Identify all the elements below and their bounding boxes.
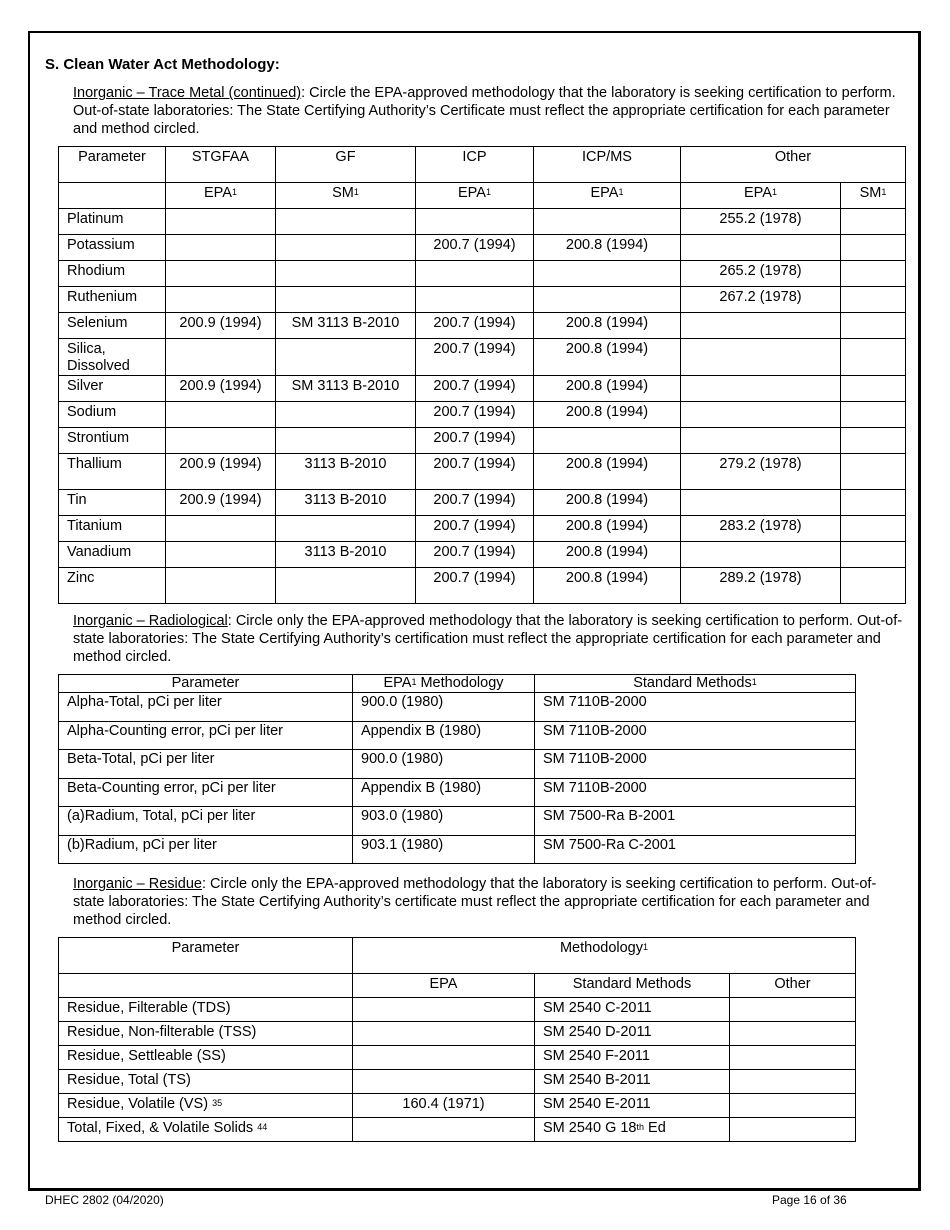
parameter-cell: Beta-Counting error, pCi per liter	[59, 778, 353, 807]
parameter-label: Residue, Settleable (SS)	[67, 1048, 226, 1064]
table-row	[59, 835, 856, 864]
method-cell	[416, 261, 534, 287]
parameter-label: Residue, Volatile (VS)	[67, 1096, 213, 1112]
parameter-cell	[59, 1022, 353, 1046]
table-row	[59, 402, 906, 428]
residue-table	[58, 937, 856, 1142]
method-cell: 200.9 (1994)	[166, 376, 276, 402]
superscript: 1	[751, 677, 757, 687]
superscript: 1	[771, 187, 777, 197]
radiological-table	[58, 674, 856, 864]
epa-method-cell: 160.4 (1971)	[353, 1094, 535, 1118]
sm-method-label: SM 2540 G 18	[543, 1120, 637, 1136]
sm-method-label: SM 2540 F-2011	[543, 1048, 650, 1064]
method-cell: SM 7500-Ra C-2001	[535, 835, 856, 864]
parameter-label: Residue, Filterable (TDS)	[67, 1000, 231, 1016]
other-method-cell	[730, 1046, 856, 1070]
column-header	[535, 675, 856, 693]
column-header	[353, 938, 856, 974]
parameter-cell: (a)Radium, Total, pCi per liter	[59, 807, 353, 836]
trace-metal-text: : Circle the EPA-approved methodology that the laboratory is seeking certification to perform. Out-of-state laboratories: The State Certifying Authority’s Certificate must reflect the appropriate certification for each parameter and method circled.	[73, 85, 896, 137]
epa-method-cell	[353, 998, 535, 1022]
superscript: 1	[411, 677, 417, 687]
subheader-label: SM	[859, 185, 882, 201]
parameter-cell: Strontium	[59, 428, 166, 454]
method-cell	[841, 261, 906, 287]
table-row	[59, 1022, 856, 1046]
method-cell: 265.2 (1978)	[681, 261, 841, 287]
method-cell	[166, 235, 276, 261]
parameter-cell	[59, 1118, 353, 1142]
table-row	[59, 778, 856, 807]
column-header: ICP/MS	[534, 147, 681, 183]
method-cell: Appendix B (1980)	[353, 721, 535, 750]
method-cell	[534, 209, 681, 235]
sm-method-cell	[535, 1094, 730, 1118]
column-subheader	[681, 183, 841, 209]
column-subheader	[59, 183, 166, 209]
method-cell	[841, 402, 906, 428]
parameter-cell: Silica, Dissolved	[59, 339, 166, 376]
method-cell	[841, 542, 906, 568]
method-cell: 289.2 (1978)	[681, 568, 841, 604]
method-cell	[841, 454, 906, 490]
sm-method-label: SM 2540 C-2011	[543, 1000, 652, 1016]
sm-method-cell	[535, 1070, 730, 1094]
table-row	[59, 454, 906, 490]
method-cell: 200.8 (1994)	[534, 339, 681, 376]
table-row	[59, 339, 906, 376]
method-cell	[276, 261, 416, 287]
method-cell: 267.2 (1978)	[681, 287, 841, 313]
table-subheader-row	[59, 183, 906, 209]
table-row	[59, 1070, 856, 1094]
column-subheader	[534, 183, 681, 209]
method-cell: SM 7500-Ra B-2001	[535, 807, 856, 836]
method-cell: 200.8 (1994)	[534, 542, 681, 568]
column-header: GF	[276, 147, 416, 183]
method-cell: 279.2 (1978)	[681, 454, 841, 490]
method-cell	[276, 428, 416, 454]
other-method-cell	[730, 1094, 856, 1118]
method-cell: 200.7 (1994)	[416, 402, 534, 428]
method-cell: 900.0 (1980)	[353, 693, 535, 722]
column-header: STGFAA	[166, 147, 276, 183]
residue-text: : Circle only the EPA-approved methodology that the laboratory is seeking certification to perform. Out-of-state laboratories: The State Certifying Authority’s certificate must reflect the appropriate certification for each parameter and method circled.	[73, 876, 877, 928]
method-cell	[166, 516, 276, 542]
parameter-cell: Thallium	[59, 454, 166, 490]
table-row	[59, 516, 906, 542]
column-header	[353, 675, 535, 693]
epa-method-cell	[353, 1118, 535, 1142]
column-subheader	[416, 183, 534, 209]
parameter-cell: Potassium	[59, 235, 166, 261]
table-row	[59, 807, 856, 836]
method-cell	[534, 287, 681, 313]
sm-method-cell	[535, 1046, 730, 1070]
parameter-cell: Ruthenium	[59, 287, 166, 313]
column-header: Parameter	[59, 147, 166, 183]
column-subheader	[166, 183, 276, 209]
other-method-cell	[730, 998, 856, 1022]
table-row	[59, 721, 856, 750]
superscript: 1	[485, 187, 491, 197]
method-cell	[166, 261, 276, 287]
method-cell: SM 7110B-2000	[535, 778, 856, 807]
method-cell: 200.8 (1994)	[534, 402, 681, 428]
epa-method-cell	[353, 1046, 535, 1070]
residue-heading: Inorganic – Residue	[73, 876, 202, 892]
table-header-row	[59, 938, 856, 974]
radiological-heading: Inorganic – Radiological	[73, 613, 228, 629]
column-subheader: Standard Methods	[535, 974, 730, 998]
table-row	[59, 313, 906, 339]
method-cell: SM 7110B-2000	[535, 721, 856, 750]
parameter-cell: Silver	[59, 376, 166, 402]
sm-method-cell	[535, 1022, 730, 1046]
method-cell	[681, 235, 841, 261]
subheader-label: EPA	[458, 185, 486, 201]
method-cell	[841, 235, 906, 261]
sm-method-label: SM 2540 B-2011	[543, 1072, 651, 1088]
table-row	[59, 287, 906, 313]
table-row	[59, 376, 906, 402]
column-header: Parameter	[59, 938, 353, 974]
method-cell	[681, 542, 841, 568]
subheader-label: SM	[332, 185, 354, 201]
parameter-label: Residue, Total (TS)	[67, 1072, 191, 1088]
table-header-row	[59, 147, 906, 183]
method-cell: 200.8 (1994)	[534, 568, 681, 604]
superscript: 1	[618, 187, 624, 197]
superscript: 35	[212, 1098, 223, 1108]
parameter-cell	[59, 998, 353, 1022]
column-header: ICP	[416, 147, 534, 183]
method-cell	[681, 339, 841, 376]
method-cell	[681, 402, 841, 428]
method-cell	[841, 516, 906, 542]
method-cell: 200.7 (1994)	[416, 542, 534, 568]
method-cell	[166, 568, 276, 604]
parameter-cell: Vanadium	[59, 542, 166, 568]
method-cell: 200.7 (1994)	[416, 235, 534, 261]
parameter-cell	[59, 1094, 353, 1118]
method-cell	[534, 261, 681, 287]
table-row	[59, 428, 906, 454]
method-cell	[276, 402, 416, 428]
radiological-instructions	[73, 612, 903, 666]
superscript: 1	[643, 942, 649, 952]
other-method-cell	[730, 1022, 856, 1046]
method-cell	[166, 339, 276, 376]
superscript: 1	[231, 187, 237, 197]
column-header: Other	[681, 147, 906, 183]
method-cell: 255.2 (1978)	[681, 209, 841, 235]
table-row	[59, 568, 906, 604]
table-row	[59, 542, 906, 568]
parameter-cell: Selenium	[59, 313, 166, 339]
method-cell: 200.9 (1994)	[166, 490, 276, 516]
method-cell	[416, 209, 534, 235]
column-subheader	[59, 974, 353, 998]
method-cell	[681, 490, 841, 516]
table-header-row	[59, 675, 856, 693]
method-cell	[534, 428, 681, 454]
parameter-cell	[59, 1070, 353, 1094]
method-cell: 200.8 (1994)	[534, 516, 681, 542]
method-cell: 200.7 (1994)	[416, 516, 534, 542]
trace-metal-table	[58, 146, 906, 604]
method-cell	[166, 428, 276, 454]
column-subheader	[276, 183, 416, 209]
table-row	[59, 1046, 856, 1070]
superscript: 1	[881, 187, 887, 197]
method-cell	[681, 313, 841, 339]
header-label: EPA	[383, 675, 412, 691]
method-cell: 900.0 (1980)	[353, 750, 535, 779]
method-cell: 200.7 (1994)	[416, 428, 534, 454]
method-cell	[276, 287, 416, 313]
parameter-label: Residue, Non-filterable (TSS)	[67, 1024, 257, 1040]
method-cell: SM 3113 B-2010	[276, 376, 416, 402]
method-cell: 200.9 (1994)	[166, 454, 276, 490]
parameter-cell: Beta-Total, pCi per liter	[59, 750, 353, 779]
table-row	[59, 693, 856, 722]
header-label: Standard Methods	[633, 675, 752, 691]
method-cell: 3113 B-2010	[276, 454, 416, 490]
parameter-cell: Tin	[59, 490, 166, 516]
method-cell: 200.7 (1994)	[416, 568, 534, 604]
method-cell	[841, 339, 906, 376]
method-cell: 200.8 (1994)	[534, 376, 681, 402]
method-cell: SM 3113 B-2010	[276, 313, 416, 339]
method-cell	[166, 209, 276, 235]
trace-metal-heading: Inorganic – Trace Metal (continued)	[73, 85, 302, 101]
header-label: Methodology	[416, 675, 504, 691]
residue-instructions	[73, 875, 903, 929]
method-cell	[841, 568, 906, 604]
section-title: S. Clean Water Act Methodology:	[45, 56, 280, 73]
column-subheader	[841, 183, 906, 209]
method-cell	[416, 287, 534, 313]
sm-method-label: SM 2540 E-2011	[543, 1096, 651, 1112]
method-cell: 903.0 (1980)	[353, 807, 535, 836]
parameter-label: Total, Fixed, & Volatile Solids	[67, 1120, 258, 1136]
method-cell	[841, 428, 906, 454]
table-row	[59, 750, 856, 779]
method-cell: 3113 B-2010	[276, 542, 416, 568]
method-cell	[681, 428, 841, 454]
method-cell: SM 7110B-2000	[535, 750, 856, 779]
parameter-cell: Platinum	[59, 209, 166, 235]
method-cell	[841, 490, 906, 516]
column-header: Parameter	[59, 675, 353, 693]
parameter-cell: Rhodium	[59, 261, 166, 287]
table-row	[59, 998, 856, 1022]
parameter-cell: Zinc	[59, 568, 166, 604]
subheader-label: EPA	[204, 185, 232, 201]
parameter-cell: Alpha-Counting error, pCi per liter	[59, 721, 353, 750]
radiological-text: : Circle only the EPA-approved methodology that the laboratory is seeking certification to perform. Out-of-state laboratories: The State Certifying Authority’s certification must reflect the appropriate certification for each parameter and method circled.	[73, 613, 903, 665]
method-cell: 3113 B-2010	[276, 490, 416, 516]
superscript: th	[636, 1122, 645, 1132]
method-cell	[166, 287, 276, 313]
trace-metal-instructions	[73, 84, 903, 138]
method-cell	[841, 313, 906, 339]
subheader-label: EPA	[744, 185, 772, 201]
subheader-label: EPA	[590, 185, 619, 201]
table-row	[59, 261, 906, 287]
column-subheader: EPA	[353, 974, 535, 998]
method-cell	[841, 376, 906, 402]
other-method-cell	[730, 1118, 856, 1142]
table-row	[59, 209, 906, 235]
column-subheader: Other	[730, 974, 856, 998]
method-cell	[276, 568, 416, 604]
method-cell: 200.7 (1994)	[416, 376, 534, 402]
method-cell: SM 7110B-2000	[535, 693, 856, 722]
method-cell	[276, 516, 416, 542]
parameter-cell	[59, 1046, 353, 1070]
method-cell: 283.2 (1978)	[681, 516, 841, 542]
header-label: Methodology	[559, 940, 643, 956]
method-cell	[276, 209, 416, 235]
table-row	[59, 1094, 856, 1118]
method-cell: Appendix B (1980)	[353, 778, 535, 807]
method-cell	[276, 235, 416, 261]
method-cell	[841, 287, 906, 313]
other-method-cell	[730, 1070, 856, 1094]
method-cell: 200.8 (1994)	[534, 454, 681, 490]
method-cell: 200.7 (1994)	[416, 454, 534, 490]
table-row	[59, 1118, 856, 1142]
method-cell	[841, 209, 906, 235]
method-cell: 200.8 (1994)	[534, 313, 681, 339]
method-cell: 200.8 (1994)	[534, 490, 681, 516]
sm-method-cell	[535, 1118, 730, 1142]
method-cell	[681, 376, 841, 402]
method-cell: 200.7 (1994)	[416, 339, 534, 376]
epa-method-cell	[353, 1022, 535, 1046]
form-id: DHEC 2802 (04/2020)	[45, 1193, 164, 1207]
superscript: 44	[257, 1122, 268, 1132]
sm-method-edition: Ed	[644, 1120, 666, 1136]
method-cell	[166, 542, 276, 568]
method-cell: 200.7 (1994)	[416, 313, 534, 339]
superscript: 1	[353, 187, 359, 197]
parameter-cell: Alpha-Total, pCi per liter	[59, 693, 353, 722]
method-cell: 200.9 (1994)	[166, 313, 276, 339]
epa-method-cell	[353, 1070, 535, 1094]
table-subheader-row	[59, 974, 856, 998]
parameter-cell: Titanium	[59, 516, 166, 542]
method-cell	[276, 339, 416, 376]
page-number: Page 16 of 36	[772, 1193, 847, 1207]
sm-method-label: SM 2540 D-2011	[543, 1024, 652, 1040]
method-cell	[166, 402, 276, 428]
table-row	[59, 235, 906, 261]
method-cell: 200.7 (1994)	[416, 490, 534, 516]
method-cell: 200.8 (1994)	[534, 235, 681, 261]
method-cell: 903.1 (1980)	[353, 835, 535, 864]
parameter-cell: Sodium	[59, 402, 166, 428]
parameter-cell: (b)Radium, pCi per liter	[59, 835, 353, 864]
sm-method-cell	[535, 998, 730, 1022]
table-row	[59, 490, 906, 516]
